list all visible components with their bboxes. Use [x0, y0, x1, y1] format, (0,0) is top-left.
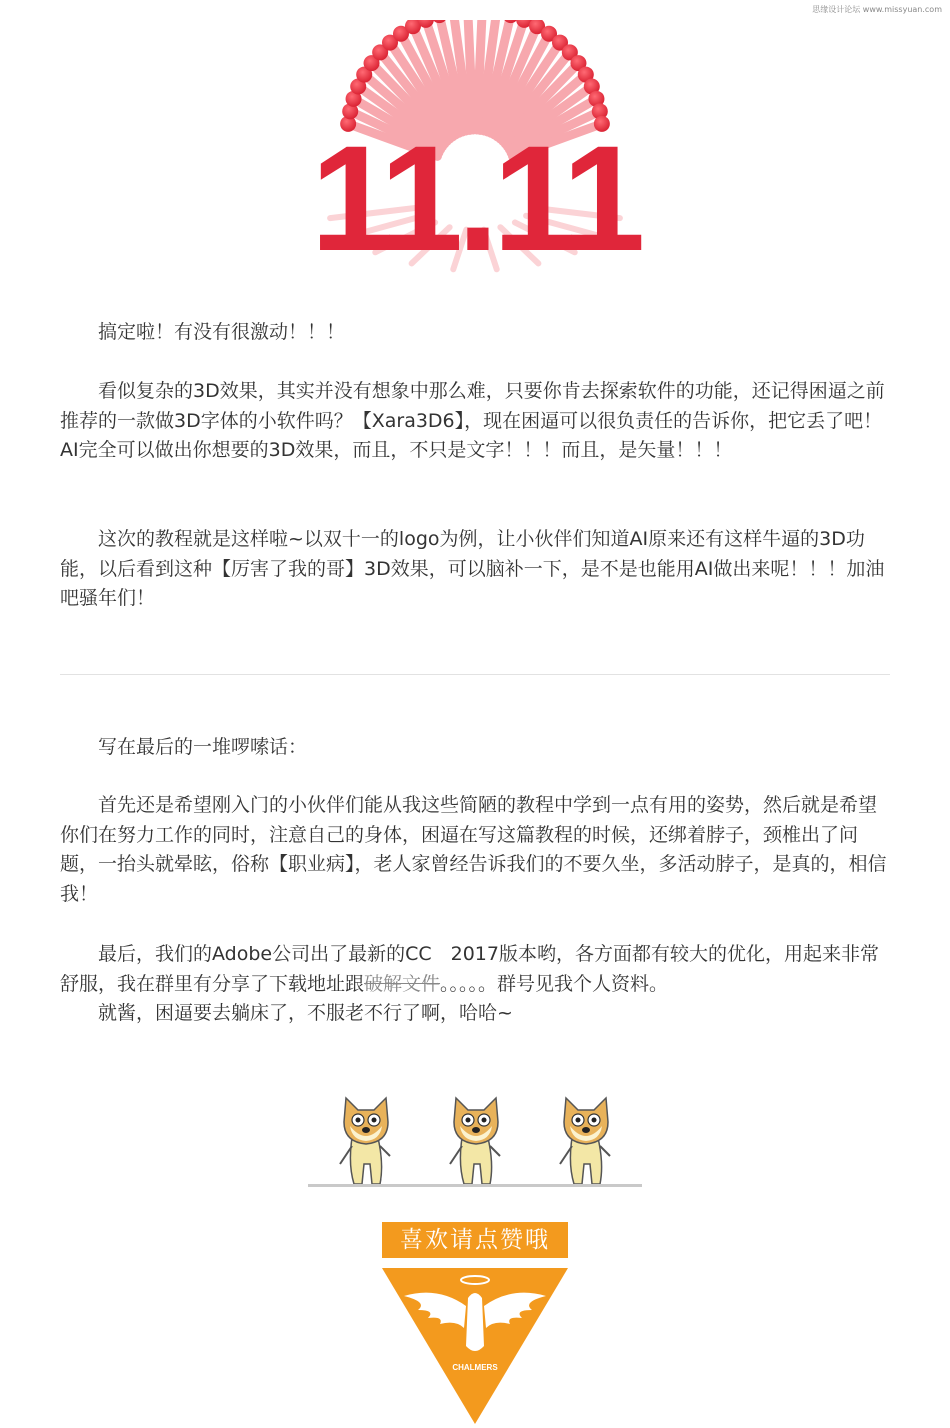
paragraph-adobe: 最后，我们的Adobe公司出了最新的CC 2017版本哟，各方面都有较大的优化，用起来非常舒服，我在群里有分享了下载地址跟破解文件。。。。。群号见我个人资料。 — [60, 943, 879, 995]
paragraph-closing-heading: 写在最后的一堆啰嗦话： — [98, 736, 308, 758]
paragraph-intro: 搞定啦！有没有很激动！！！ — [98, 321, 346, 343]
paragraph-health: 首先还是希望刚入门的小伙伴们能从我这些简陋的教程中学到一点有用的姿势，然后就是希望你们在努力工作的同时，注意自己的身体，困逼在写这篇教程的时候，还绑着脖子，颈椎出了问题，一抬头就晕眩，俗称【职业病】，老人家曾经告诉我们的不要久坐，多活动脖子，是真的，相信我！ — [60, 794, 887, 905]
doge-dog — [340, 1098, 390, 1184]
doge-dog — [450, 1098, 500, 1184]
logo-text: 11.11 — [310, 114, 640, 280]
paragraph-3d-effect: 看似复杂的3D效果，其实并没有想象中那么难，只要你肯去探索软件的功能，还记得困逼之前推荐的一款做3D字体的小软件吗？【Xara3D6】，现在困逼可以很负责任的告诉你，把它丢了吧！AI完全可以做出你想要的3D效果，而且，不只是文字！！！而且，是矢量！！！ — [60, 380, 885, 461]
double-eleven-logo — [250, 20, 700, 280]
doge-dog — [560, 1098, 610, 1184]
dancing-dogs-illustration — [308, 1090, 642, 1190]
like-banner[interactable]: 喜欢请点赞哦 — [382, 1222, 568, 1258]
paragraph-tutorial: 这次的教程就是这样啦~以双十一的logo为例，让小伙伴们知道AI原来还有这样牛逼的3D功能，以后看到这种【厉害了我的哥】3D效果，可以脑补一下，是不是也能用AI做出来呢！！！加油吧骚年们！ — [60, 528, 885, 609]
section-divider — [60, 674, 890, 675]
struck-text: 破解文件 — [364, 972, 441, 995]
badge-text: CHALMERS — [452, 1363, 498, 1372]
ground-line — [308, 1184, 642, 1187]
paragraph-signoff: 就酱，困逼要去躺床了，不服老不行了啊，哈哈~ — [98, 1002, 513, 1024]
chalmers-badge — [378, 1266, 572, 1426]
site-watermark: 思缘设计论坛 www.missyuan.com — [812, 5, 942, 14]
